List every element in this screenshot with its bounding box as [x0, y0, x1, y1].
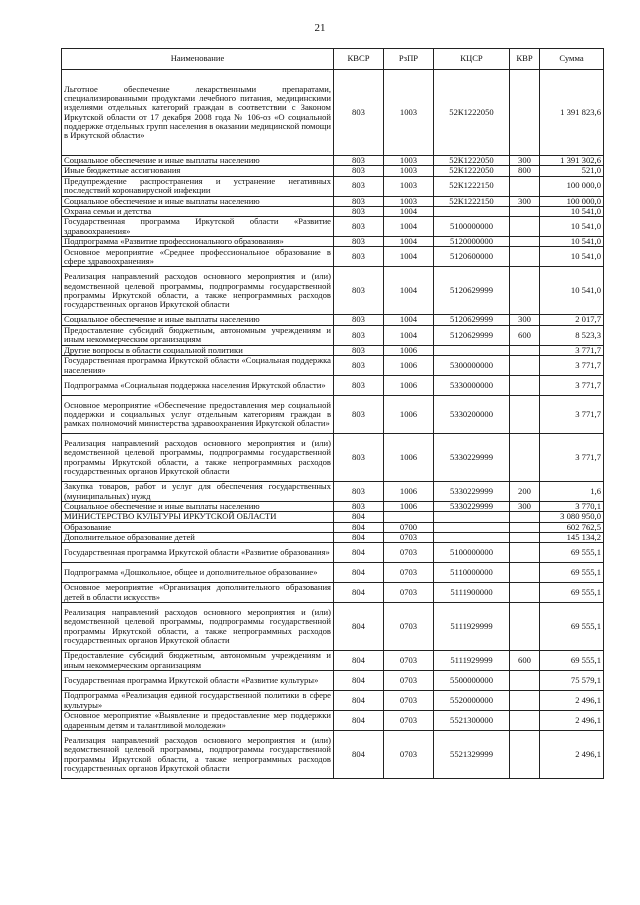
table-row [62, 603, 604, 651]
cell-kcsr: 5120629999 [434, 267, 510, 315]
cell-kvr: 300 [510, 156, 540, 166]
table-row [62, 522, 604, 532]
header-kvsr: КВСР [334, 49, 384, 70]
table-row [62, 543, 604, 563]
cell-kcsr: 5111900000 [434, 583, 510, 603]
cell-rzpr: 1004 [384, 206, 434, 216]
header-kcsr: КЦСР [434, 49, 510, 70]
cell-sum: 2 017,7 [540, 315, 604, 325]
cell-name: Подпрограмма «Реализация единой государственной политики в сфере культуры» [62, 691, 334, 711]
cell-kcsr: 5330229999 [434, 434, 510, 482]
cell-kvr [510, 543, 540, 563]
cell-rzpr: 1004 [384, 247, 434, 267]
cell-kvr [510, 217, 540, 237]
cell-kvsr: 803 [334, 434, 384, 482]
table-body [62, 70, 604, 779]
cell-kvsr: 804 [334, 651, 384, 671]
cell-name: Реализация направлений расходов основного мероприятия и (или) ведомственной целевой программы, подпрограммы государственной программы Иркутской области, а также непрограммных расходов государственных органов Иркутской области [62, 267, 334, 315]
cell-sum: 1 391 823,6 [540, 70, 604, 156]
cell-sum: 10 541,0 [540, 217, 604, 237]
cell-kvr: 600 [510, 325, 540, 345]
cell-kvr [510, 206, 540, 216]
cell-kcsr: 52К1222050 [434, 156, 510, 166]
cell-sum: 2 496,1 [540, 691, 604, 711]
cell-kvsr: 803 [334, 196, 384, 206]
cell-rzpr: 0703 [384, 603, 434, 651]
cell-name: Дополнительное образование детей [62, 532, 334, 542]
cell-rzpr: 1003 [384, 166, 434, 176]
cell-sum: 3 771,7 [540, 396, 604, 434]
cell-kvsr: 803 [334, 70, 384, 156]
cell-kcsr: 5120629999 [434, 325, 510, 345]
cell-name: Социальное обеспечение и иные выплаты населению [62, 315, 334, 325]
cell-kvsr: 804 [334, 731, 384, 779]
cell-rzpr: 0703 [384, 671, 434, 691]
cell-kvsr: 804 [334, 563, 384, 583]
cell-kvr: 800 [510, 166, 540, 176]
cell-kvr [510, 522, 540, 532]
cell-kvsr: 803 [334, 176, 384, 196]
cell-kvsr: 803 [334, 206, 384, 216]
table-row [62, 563, 604, 583]
cell-kcsr: 5330229999 [434, 502, 510, 512]
cell-kcsr: 5110000000 [434, 563, 510, 583]
cell-kvr: 600 [510, 651, 540, 671]
table-row [62, 166, 604, 176]
cell-kcsr: 5521329999 [434, 731, 510, 779]
cell-rzpr: 1003 [384, 176, 434, 196]
table-row [62, 731, 604, 779]
cell-sum: 10 541,0 [540, 267, 604, 315]
page-number: 21 [314, 22, 326, 34]
cell-name: Государственная программа Иркутской области «Развитие здравоохранения» [62, 217, 334, 237]
table-row [62, 315, 604, 325]
cell-sum: 3 771,7 [540, 434, 604, 482]
cell-kvr [510, 532, 540, 542]
table-row [62, 206, 604, 216]
cell-sum: 1 391 302,6 [540, 156, 604, 166]
cell-rzpr: 1003 [384, 196, 434, 206]
cell-name: Предупреждение распространения и устранение негативных последствий коронавирусной инфекции [62, 176, 334, 196]
cell-name: Основное мероприятие «Организация дополнительного образования детей в области искусств» [62, 583, 334, 603]
cell-sum: 3 771,7 [540, 345, 604, 355]
cell-kcsr: 5120629999 [434, 315, 510, 325]
cell-rzpr: 1004 [384, 217, 434, 237]
cell-sum: 10 541,0 [540, 206, 604, 216]
cell-kvr [510, 583, 540, 603]
cell-kvr [510, 376, 540, 396]
table-row [62, 671, 604, 691]
table-row [62, 434, 604, 482]
cell-kvsr: 803 [334, 247, 384, 267]
table-row [62, 482, 604, 502]
cell-rzpr: 1004 [384, 237, 434, 247]
cell-sum: 8 523,3 [540, 325, 604, 345]
cell-name: Социальное обеспечение и иные выплаты населению [62, 196, 334, 206]
cell-name: Предоставление субсидий бюджетным, автономным учреждениям и иным некоммерческим организациям [62, 325, 334, 345]
cell-kcsr: 5120600000 [434, 247, 510, 267]
cell-kcsr [434, 345, 510, 355]
cell-kcsr: 52К1222150 [434, 196, 510, 206]
cell-sum: 3 771,7 [540, 376, 604, 396]
cell-kvr [510, 356, 540, 376]
cell-kvr: 200 [510, 482, 540, 502]
cell-rzpr: 0703 [384, 543, 434, 563]
cell-sum: 3 080 950,0 [540, 512, 604, 522]
cell-name: Охрана семьи и детства [62, 206, 334, 216]
cell-kvsr: 804 [334, 522, 384, 532]
cell-kvsr: 803 [334, 156, 384, 166]
cell-kvsr: 804 [334, 532, 384, 542]
cell-kvsr: 803 [334, 502, 384, 512]
cell-rzpr: 0703 [384, 711, 434, 731]
cell-rzpr: 1006 [384, 396, 434, 434]
table-row [62, 583, 604, 603]
cell-kvr: 300 [510, 315, 540, 325]
cell-kvsr: 803 [334, 376, 384, 396]
table-row [62, 70, 604, 156]
cell-kcsr: 5521300000 [434, 711, 510, 731]
cell-sum: 145 134,2 [540, 532, 604, 542]
cell-name: Подпрограмма «Социальная поддержка населения Иркутской области» [62, 376, 334, 396]
cell-name: Государственная программа Иркутской области «Развитие культуры» [62, 671, 334, 691]
cell-name: Основное мероприятие «Выявление и предоставление мер поддержки одаренным детям и талантливой молодежи» [62, 711, 334, 731]
cell-sum: 602 762,5 [540, 522, 604, 532]
table-row [62, 156, 604, 166]
cell-sum: 100 000,0 [540, 176, 604, 196]
cell-rzpr: 1006 [384, 376, 434, 396]
cell-name: Закупка товаров, работ и услуг для обеспечения государственных (муниципальных) нужд [62, 482, 334, 502]
header-sum: Сумма [540, 49, 604, 70]
cell-kvsr: 803 [334, 356, 384, 376]
table-header-row [62, 49, 604, 70]
cell-kvr [510, 176, 540, 196]
cell-sum: 3 771,7 [540, 356, 604, 376]
cell-kvsr: 804 [334, 583, 384, 603]
cell-name: Образование [62, 522, 334, 532]
table-row [62, 237, 604, 247]
cell-kvsr: 804 [334, 691, 384, 711]
cell-kcsr: 5300000000 [434, 356, 510, 376]
cell-name: Основное мероприятие «Обеспечение предоставления мер социальной поддержки и социальных услуг отдельным категориям граждан в рамках полномочий министерства здравоохранения Иркутской области» [62, 396, 334, 434]
table-row [62, 532, 604, 542]
cell-sum: 10 541,0 [540, 237, 604, 247]
cell-name: Подпрограмма «Развитие профессионального образования» [62, 237, 334, 247]
cell-kcsr: 5330000000 [434, 376, 510, 396]
cell-sum: 1,6 [540, 482, 604, 502]
cell-sum: 69 555,1 [540, 651, 604, 671]
cell-kvr [510, 434, 540, 482]
cell-kcsr: 5120000000 [434, 237, 510, 247]
table-row [62, 176, 604, 196]
cell-rzpr: 1003 [384, 156, 434, 166]
table-row [62, 651, 604, 671]
cell-kvr: 300 [510, 502, 540, 512]
cell-kvsr: 803 [334, 166, 384, 176]
table-row [62, 711, 604, 731]
cell-sum: 10 541,0 [540, 247, 604, 267]
cell-kvr [510, 671, 540, 691]
cell-kvsr: 803 [334, 217, 384, 237]
budget-table [61, 48, 604, 779]
cell-kvsr: 804 [334, 603, 384, 651]
cell-sum: 521,0 [540, 166, 604, 176]
cell-kvr [510, 711, 540, 731]
cell-kvr [510, 563, 540, 583]
cell-kvsr: 803 [334, 237, 384, 247]
cell-kvr [510, 267, 540, 315]
table-row [62, 356, 604, 376]
table-row [62, 267, 604, 315]
cell-rzpr: 1006 [384, 502, 434, 512]
cell-rzpr: 1006 [384, 345, 434, 355]
cell-sum: 2 496,1 [540, 731, 604, 779]
cell-kcsr: 52К1222050 [434, 166, 510, 176]
cell-rzpr: 1006 [384, 482, 434, 502]
table-row [62, 196, 604, 206]
cell-kcsr: 5330200000 [434, 396, 510, 434]
cell-kcsr [434, 532, 510, 542]
cell-rzpr: 1006 [384, 434, 434, 482]
cell-name: Социальное обеспечение и иные выплаты населению [62, 502, 334, 512]
cell-name: Предоставление субсидий бюджетным, автономным учреждениям и иным некоммерческим организациям [62, 651, 334, 671]
cell-kcsr: 52К1222050 [434, 70, 510, 156]
cell-rzpr: 0703 [384, 731, 434, 779]
table-row [62, 217, 604, 237]
cell-rzpr: 0703 [384, 532, 434, 542]
cell-name: МИНИСТЕРСТВО КУЛЬТУРЫ ИРКУТСКОЙ ОБЛАСТИ [62, 512, 334, 522]
cell-name: Другие вопросы в области социальной политики [62, 345, 334, 355]
cell-kcsr: 5500000000 [434, 671, 510, 691]
cell-kvr [510, 396, 540, 434]
table-row [62, 502, 604, 512]
cell-kcsr [434, 206, 510, 216]
cell-kvsr: 804 [334, 711, 384, 731]
cell-name: Основное мероприятие «Среднее профессиональное образование в сфере здравоохранения» [62, 247, 334, 267]
cell-kcsr: 52К1222150 [434, 176, 510, 196]
cell-kcsr: 5100000000 [434, 217, 510, 237]
table-row [62, 325, 604, 345]
cell-kvr [510, 731, 540, 779]
table-row [62, 345, 604, 355]
header-rzpr: РзПР [384, 49, 434, 70]
header-kvr: КВР [510, 49, 540, 70]
cell-sum: 69 555,1 [540, 583, 604, 603]
cell-kcsr: 5330229999 [434, 482, 510, 502]
cell-sum: 69 555,1 [540, 543, 604, 563]
cell-sum: 69 555,1 [540, 603, 604, 651]
cell-name: Реализация направлений расходов основного мероприятия и (или) ведомственной целевой программы, подпрограммы государственной программы Иркутской области, а также непрограммных расходов государственных органов Иркутской области [62, 603, 334, 651]
cell-kcsr: 5111929999 [434, 603, 510, 651]
cell-name: Льготное обеспечение лекарственными препаратами, специализированными продуктами лечебного питания, медицинскими изделиями отдельных категорий граждан в соответствии с Законом Иркутской области от 17 декабря 2008 года № 106-оз «О социальной поддержке отдельных групп населения в оказании медицинской помощи в Иркутской области» [62, 70, 334, 156]
cell-rzpr: 0703 [384, 651, 434, 671]
cell-kvsr: 803 [334, 267, 384, 315]
header-name: Наименование [62, 49, 334, 70]
cell-kvr [510, 345, 540, 355]
cell-kvr [510, 237, 540, 247]
cell-sum: 100 000,0 [540, 196, 604, 206]
cell-kvr [510, 512, 540, 522]
cell-kvr [510, 247, 540, 267]
cell-rzpr: 1003 [384, 70, 434, 156]
cell-kvr [510, 603, 540, 651]
cell-kvsr: 803 [334, 345, 384, 355]
cell-rzpr: 1004 [384, 315, 434, 325]
cell-name: Подпрограмма «Дошкольное, общее и дополнительное образование» [62, 563, 334, 583]
cell-rzpr: 1004 [384, 325, 434, 345]
cell-rzpr: 0703 [384, 563, 434, 583]
cell-name: Социальное обеспечение и иные выплаты населению [62, 156, 334, 166]
cell-kvsr: 804 [334, 543, 384, 563]
cell-kcsr [434, 522, 510, 532]
cell-rzpr: 0703 [384, 691, 434, 711]
cell-name: Реализация направлений расходов основного мероприятия и (или) ведомственной целевой программы, подпрограммы государственной программы Иркутской области, а также непрограммных расходов государственных органов Иркутской области [62, 731, 334, 779]
cell-kvsr: 803 [334, 396, 384, 434]
table-row [62, 396, 604, 434]
cell-rzpr: 0703 [384, 583, 434, 603]
cell-sum: 2 496,1 [540, 711, 604, 731]
cell-rzpr: 0700 [384, 522, 434, 532]
cell-kcsr: 5111929999 [434, 651, 510, 671]
cell-sum: 75 579,1 [540, 671, 604, 691]
table-row [62, 247, 604, 267]
cell-kvsr: 803 [334, 315, 384, 325]
table-row [62, 376, 604, 396]
table-row [62, 512, 604, 522]
cell-name: Реализация направлений расходов основного мероприятия и (или) ведомственной целевой программы, подпрограммы государственной программы Иркутской области, а также непрограммных расходов государственных органов Иркутской области [62, 434, 334, 482]
cell-kvsr: 804 [334, 671, 384, 691]
cell-kvsr: 803 [334, 482, 384, 502]
cell-kvsr: 803 [334, 325, 384, 345]
cell-sum: 3 770,1 [540, 502, 604, 512]
cell-kvr [510, 70, 540, 156]
cell-kvr: 300 [510, 196, 540, 206]
cell-kcsr [434, 512, 510, 522]
cell-rzpr: 1004 [384, 267, 434, 315]
cell-sum: 69 555,1 [540, 563, 604, 583]
cell-name: Иные бюджетные ассигнования [62, 166, 334, 176]
cell-kcsr: 5100000000 [434, 543, 510, 563]
cell-kvsr: 804 [334, 512, 384, 522]
table-row [62, 691, 604, 711]
cell-name: Государственная программа Иркутской области «Развитие образования» [62, 543, 334, 563]
cell-kcsr: 5520000000 [434, 691, 510, 711]
cell-rzpr: 1006 [384, 356, 434, 376]
cell-rzpr [384, 512, 434, 522]
cell-kvr [510, 691, 540, 711]
cell-name: Государственная программа Иркутской области «Социальная поддержка населения» [62, 356, 334, 376]
